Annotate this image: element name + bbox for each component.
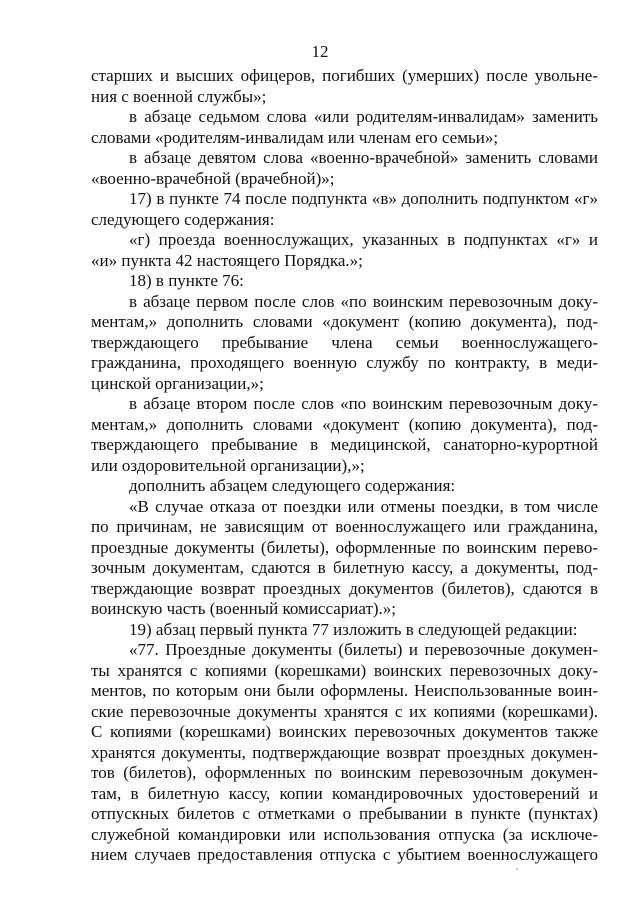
text-line: старших и высших офицеров, погибших (умерших) после увольне- bbox=[91, 66, 598, 85]
text-line: ские перевозочные документы хранятся с их копиями (корешками). bbox=[91, 701, 598, 721]
page-number: 12 bbox=[311, 42, 329, 61]
text-line: тверждающего пребывание члена семьи военнослужащего- bbox=[91, 332, 598, 352]
text-line: словами «родителям-инвалидам или членам его семьи»; bbox=[91, 127, 499, 147]
text-line: ния с военной службы»; bbox=[91, 86, 267, 106]
text-line: ментов, по которым они были оформлены. Неиспользованные воин- bbox=[91, 681, 598, 700]
text-line: следующего содержания: bbox=[91, 209, 275, 229]
text-line: 17) в пункте 74 после подпункта «в» дополнить подпунктом «г» bbox=[129, 189, 598, 208]
text-line: тверждающего пребывание в медицинской, санаторно-курортной bbox=[91, 435, 598, 454]
text-line: 19) абзац первый пункта 77 изложить в следующей редакции: bbox=[129, 619, 578, 639]
text-line: в абзаце втором после слов «по воинским перевозочным доку- bbox=[129, 394, 598, 413]
text-line: зочным документам, сдаются в билетную кассу, а документы, под- bbox=[91, 558, 598, 577]
text-line: в абзаце седьмом слова «или родителям-инвалидам» заменить bbox=[129, 107, 598, 126]
text-line: служебной командировки или использования отпуска (за исключе- bbox=[91, 824, 598, 844]
text-line: ментам,» дополнить словами «документ (копию документа), под- bbox=[91, 312, 598, 331]
text-line: «77. Проездные документы (билеты) и перевозочные докумен- bbox=[129, 640, 598, 659]
scan-artifact-dot bbox=[516, 868, 518, 870]
text-line: в абзаце первом после слов «по воинским перевозочным доку- bbox=[129, 291, 598, 311]
text-line: дополнить абзацем следующего содержания: bbox=[129, 476, 456, 495]
text-line: «г) проезда военнослужащих, указанных в подпунктах «г» и bbox=[129, 230, 598, 249]
text-line: или оздоровительной организации),»; bbox=[91, 455, 365, 475]
text-line: там, в билетную кассу, копии командировочных удостоверений и bbox=[91, 783, 598, 803]
text-line: по причинам, не зависящим от военнослужащего или гражданина, bbox=[91, 517, 598, 536]
text-line: нием случаев предоставления отпуска с убытием военнослужащего bbox=[91, 845, 598, 864]
text-line: 18) в пункте 76: bbox=[129, 271, 244, 290]
text-line: отпускных билетов с отметками о пребывании в пункте (пунктах) bbox=[91, 804, 598, 823]
text-line: гражданина, проходящего военную службу по контракту, в меди- bbox=[91, 353, 598, 372]
text-line: С копиями (корешками) воинских перевозочных документов также bbox=[91, 722, 598, 741]
document-body bbox=[91, 66, 598, 866]
text-line: воинскую часть (военный комиссариат).»; bbox=[91, 599, 397, 618]
text-line: тов (билетов), оформленных по воинским перевозочным докумен- bbox=[91, 763, 598, 782]
text-line: тверждающие возврат проездных документов (билетов), сдаются в bbox=[91, 578, 598, 598]
text-line: цинской организации,»; bbox=[91, 373, 264, 393]
text-line: «и» пункта 42 настоящего Порядка.»; bbox=[91, 250, 363, 270]
text-line: в абзаце девятом слова «военно-врачебной» заменить словами bbox=[129, 148, 598, 167]
text-line: «В случае отказа от поездки или отмены поездки, в том числе bbox=[129, 496, 598, 516]
text-line: проездные документы (билеты), оформленные по воинским перево- bbox=[91, 537, 598, 557]
text-line: «военно-врачебной (врачебной)»; bbox=[91, 168, 335, 188]
text-line: ментам,» дополнить словами «документ (копию документа), под- bbox=[91, 414, 598, 434]
text-line: ты хранятся с копиями (корешками) воинских перевозочных доку- bbox=[91, 660, 598, 680]
text-line: хранятся документы, подтверждающие возврат проездных докумен- bbox=[91, 742, 598, 762]
